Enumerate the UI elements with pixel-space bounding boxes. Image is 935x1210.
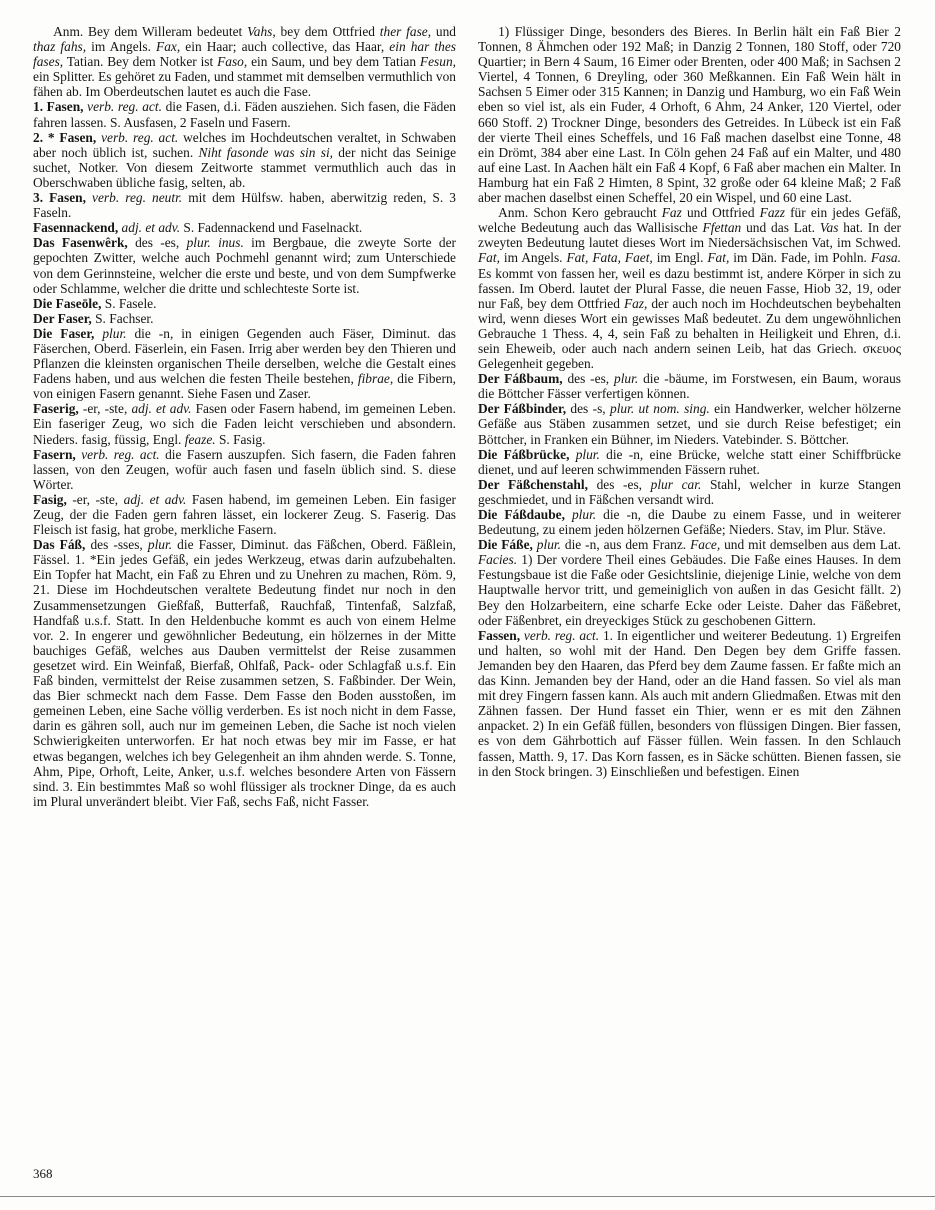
headword: Der Fäßchenstahl, bbox=[478, 476, 597, 492]
text-run: welches im Hochdeutschen veraltet, in Schwaben aber noch üblich ist, suchen. bbox=[33, 129, 457, 160]
dictionary-paragraph bbox=[478, 477, 901, 507]
text-run: des -s, bbox=[570, 401, 610, 417]
text-run: Niht fasonde was sin si, bbox=[198, 144, 334, 160]
text-run: Ffettan bbox=[702, 220, 742, 236]
text-run: Vas bbox=[819, 220, 839, 236]
text-run: ein Saum, und bey dem Tatian bbox=[247, 54, 420, 70]
text-run: der nicht das Seinige suchet, Notker. Von diesem Zeitworte stammet vermuthlich auch das in Oberschwaben übliche fasig, selten, ab. bbox=[33, 144, 457, 190]
text-run: S. Fadennackend und Faselnackt. bbox=[180, 220, 363, 236]
text-run: Es kommt von fassen her, weil es dazu bestimmt ist, andere Körper in sich zu fassen. Im Oberd. lautet der Plural Fasse, die neuen Fasse, Hiob 32, 19, oder nur Faß, bey dem Ottfried bbox=[478, 265, 901, 311]
dictionary-paragraph bbox=[33, 99, 456, 129]
text-run: S. Fachser. bbox=[95, 310, 154, 326]
text-run: plur. bbox=[575, 446, 600, 462]
text-run: Fesun, bbox=[419, 54, 456, 70]
text-run: verb. reg. act. bbox=[87, 99, 162, 115]
text-run: adj. et adv. bbox=[131, 401, 192, 417]
headword: Die Fáße, bbox=[478, 537, 537, 553]
text-run: hat. In der zweyten Bedeutung lautet dieses Wort im Niedersächsischen Vat, im Schwed. bbox=[478, 220, 901, 251]
text-run: 1. In eigentlicher und weiterer Bedeutung. 1) Ergreifen und halten, so wohl mit der Hand. Den Degen bey dem Griffe fassen. Jemanden bey den Haaren, das Pferd bey dem Zaume fassen. Er faßte mich an das Kinn. Jemanden bey der Hand, oder an die Hand fassen. So viel als man mit drey Fingern fassen kann. Als auch mit andern Gliedmaßen. Etwas mit den Zähnen fassen. Der Hund fasset ein Thier, wenn er es mit den Zähnen anpacket. 2) In ein Gefäß füllen, besonders von flüssigen Dingen. Bier fassen, es von dem Gährbottich auf Fässer füllen. Wein fassen. In den Schlauch fassen, Matth. 9, 17. Das Korn fassen, es in Säcke schütten. Bienen fassen, sie in den Stock bringen. 3) Einschließen und befestigen. Einen bbox=[478, 627, 901, 779]
text-run: plur. bbox=[102, 325, 127, 341]
dictionary-paragraph bbox=[478, 24, 901, 205]
page-footer bbox=[33, 1166, 53, 1182]
text-run: plur. bbox=[536, 537, 561, 553]
headword: Faserig, bbox=[33, 401, 83, 417]
text-run: plur. inus. bbox=[186, 235, 244, 251]
text-run: feaze. bbox=[184, 431, 216, 447]
dictionary-paragraph bbox=[33, 235, 456, 295]
text-run: im Angels. bbox=[499, 250, 567, 266]
headword: Die Fáßbrücke, bbox=[478, 446, 576, 462]
text-run: Facies. bbox=[478, 552, 518, 568]
text-run: ein Haar; auch collective, das Haar, bbox=[180, 39, 390, 55]
text-run: die Fasen, d.i. Fäden ausziehen. Sich fasen, die Fäden fahren lassen. S. Ausfasen, 2 Faseln und Fasern. bbox=[33, 99, 456, 130]
text-run: 1) Flüssiger Dinge, besonders des Bieres. In Berlin hält ein Faß Bier 2 Tonnen, 8 Ähmchen oder 192 Maß; in Danzig 2 Tonnen, 180 Stoff, oder 720 Quartier; in Bern 4 Saum, 16 Eimer oder Brenten, oder 400 Maß; in Sachsen 2 Viertel, 4 Tonnen, 6 Dreyling, oder 360 Meßkannen. Ein Faß Wein hält in Sachsen 5 Eimer oder 315 Kannen; in Danzig und Hamburg, wo ein Faß Wein eben so viel ist, als ein Fuder, 4 Orhoft, 6 Ahm, 24 Anker, 120 Viertel, oder 660 Stoff. 2) Trockner Dinge, besonders des Getreides. In Lübeck ist ein Faß der vierte Theil eines Scheffels, und 16 Faß machen daselbst eine Tonne, 48 ein Drömt, 384 aber eine Last. In Cöln gehen 24 Faß auf ein Malter, und 480 auf eine Last. In Aachen hält ein Faß 4 Kopf, 6 Faß aber machen ein Malter. In Hamburg hat ein Faß 2 Himten, 8 Spint, 32 große oder 64 kleine Maß; 2 Faß aber machen daselbst einen Scheffel, 20 ein Wispel, und 60 eine Last. bbox=[478, 24, 901, 206]
text-run: und das Lat. bbox=[741, 220, 820, 236]
text-run: und Ottfried bbox=[681, 205, 760, 221]
text-run: plur. ut nom. sing. bbox=[610, 401, 710, 417]
text-run: Fasa. bbox=[870, 250, 901, 266]
dictionary-paragraph bbox=[478, 205, 901, 371]
bottom-rule bbox=[0, 1196, 935, 1197]
text-run: S. Fasig. bbox=[215, 431, 266, 447]
text-run: mit dem Hülfsw. haben, aberwitzig reden, S. 3 Faseln. bbox=[33, 190, 456, 221]
text-run: die Fibern, von einigen Fasern genannt. Siehe Fasen und Zaser. bbox=[33, 371, 456, 402]
headword: Das Fasenwêrk, bbox=[33, 235, 136, 251]
text-run: 1) Der vordere Theil eines Gebäudes. Die Faße eines Hauses. In dem Festungsbaue ist die Faße oder Gesichtslinie, diejenige Linie, welche von dem Hauptwalle hervor tritt, und gemeiniglich von außen in das Gesicht fällt. 2) Bey den Holzarbeitern, eine scharfe Ecke oder Leiste. Daher das Fäßebret, oder Fäßenbret, ein dreyeckiges Stück zu geschobenen Gittern. bbox=[478, 552, 901, 628]
dictionary-paragraph bbox=[33, 130, 456, 190]
text-run: Tatian. Bey dem Notker ist bbox=[63, 54, 218, 70]
text-run: die -bäume, im Forstwesen, ein Baum, woraus die Böttcher Fässer verfertigen können. bbox=[478, 371, 901, 402]
left-column bbox=[33, 24, 456, 809]
headword: Fasig, bbox=[33, 491, 73, 507]
headword: Die Fáßdaube, bbox=[478, 507, 572, 522]
text-run: S. Fasele. bbox=[104, 295, 157, 311]
text-run: Anm. Schon Kero gebraucht bbox=[498, 205, 662, 221]
text-run: und bbox=[431, 24, 456, 39]
dictionary-paragraph bbox=[33, 296, 456, 311]
headword: Die Faser, bbox=[33, 325, 103, 341]
text-run: verb. reg. act. bbox=[523, 627, 600, 643]
text-run: Fat, bbox=[478, 250, 500, 266]
text-run: -er, -ste, bbox=[72, 491, 124, 507]
dictionary-paragraph bbox=[33, 24, 456, 99]
text-run: Vahs, bbox=[247, 24, 276, 39]
headword: Der Fáßbaum, bbox=[478, 371, 568, 387]
text-run: Fasen oder Fasern habend, im gemeinen Leben. Ein faseriger Zeug, wo sich die Faden leicht verschieben und absondern. Nieders. fasig, füssig, Engl. bbox=[33, 401, 456, 447]
dictionary-paragraph bbox=[33, 492, 456, 537]
text-run: die -n, in einigen Gegenden auch Fäser, Diminut. das Fäserchen, Oberd. Fäserlein, ein Fasen. Irrig aber werden bey den Thieren und Pflanzen die kleinsten organischen Theile derselben, welche die Gestalt eines Fadens haben, und aus welchen die festen Theile bestehen, bbox=[33, 325, 457, 387]
text-run: Fax, bbox=[156, 39, 181, 55]
text-run: die Fasern auszupfen. Sich fasern, die Faden fahren lassen, von den Zeugen, wofür auch fasen und faseln üblich sind. S. diese Wörter. bbox=[33, 446, 456, 492]
text-run: der auch noch im Hochdeutschen beybehalten wird, wenn dieses Wort ein gewisses Maß bedeutet. Zu dem ungewöhnlichen Gebrauche 1 Thess. 4, 4, sein Faß zu behalten in Heiligkeit und Ehren, d.i. sein Eheweib, oder auch nach andern seinen Leib, hat das Griech. σκευος Gelegenheit gegeben. bbox=[478, 295, 901, 372]
headword: 1. Fasen, bbox=[33, 99, 88, 115]
text-run: des -es, bbox=[596, 476, 651, 492]
text-run: des -es, bbox=[135, 235, 187, 251]
text-run: Fazz bbox=[759, 205, 785, 221]
dictionary-paragraph bbox=[33, 190, 456, 220]
text-run: plur. bbox=[571, 507, 597, 522]
text-run: verb. reg. act. bbox=[101, 129, 179, 145]
headword: 3. Fasen, bbox=[33, 190, 93, 206]
text-run: im Bergbaue, die zweyte Sorte der gepochten Zwitter, welche auch Pochmehl genannt wird; zum Unterschiede von dem Gerinnsteine, welcher die erste und beste, und von dem Sumpfwerke oder Schlamme, welcher die dritte und schlechteste Sorte ist. bbox=[33, 235, 457, 296]
headword: 2. * Fasen, bbox=[33, 129, 102, 145]
text-run: im Engl. bbox=[652, 250, 708, 266]
text-run: bey dem Ottfried bbox=[275, 24, 380, 39]
headword: Fasern, bbox=[33, 446, 82, 462]
text-run: Faso, bbox=[217, 54, 248, 70]
headword: Fasennackend, bbox=[33, 220, 122, 236]
text-run: ther fase, bbox=[379, 24, 432, 39]
text-columns bbox=[33, 24, 901, 809]
text-run: Face, bbox=[690, 537, 721, 553]
text-run: plur. bbox=[147, 537, 173, 553]
text-run: ein har thes fases, bbox=[33, 39, 456, 70]
text-run: ein Handwerker, welcher hölzerne Gefäße aus Stäben zusammen setzet, und sie durch Reise befestiget; ein Böttcher, in Franken ein Bühner, im Nieders. Vatebinder. S. Böttcher. bbox=[478, 401, 901, 447]
dictionary-paragraph bbox=[33, 311, 456, 326]
text-run: Faz, bbox=[623, 295, 648, 311]
text-run: plur car. bbox=[650, 476, 702, 492]
text-run: für ein jedes Gefäß, welche Bedeutung auch das Wallisische bbox=[478, 205, 901, 236]
text-run: adj. et adv. bbox=[121, 220, 181, 236]
dictionary-paragraph bbox=[33, 447, 456, 492]
text-run: Fat, Fata, Faet, bbox=[566, 250, 653, 266]
headword: Der Fáßbinder, bbox=[478, 401, 571, 417]
text-run: fibrae, bbox=[357, 371, 394, 387]
dictionary-paragraph bbox=[33, 326, 456, 401]
dictionary-paragraph bbox=[478, 537, 901, 628]
dictionary-paragraph bbox=[33, 537, 456, 809]
text-run: im Dän. Fade, im Pohln. bbox=[729, 250, 871, 266]
page-number: 368 bbox=[33, 1166, 53, 1181]
text-run: plur. bbox=[614, 371, 639, 387]
text-run: und mit demselben aus dem Lat. bbox=[720, 537, 901, 553]
dictionary-paragraph bbox=[478, 507, 901, 537]
text-run: ein Splitter. Es gehöret zu Faden, und stammet mit demselben vermuthlich von fähen ab. Im Oberdeutschen lautet es auch die Fase. bbox=[33, 69, 456, 100]
headword: Die Faseōle, bbox=[33, 295, 105, 311]
dictionary-paragraph bbox=[478, 371, 901, 401]
text-run: -er, -ste, bbox=[82, 401, 132, 417]
text-run: des -es, bbox=[567, 371, 615, 387]
text-run: thaz fahs, bbox=[33, 39, 87, 55]
dictionary-paragraph bbox=[33, 220, 456, 235]
text-run: Fasen habend, im gemeinen Leben. Ein fasiger Zeug, der die Faden gern fahren lässet, ein lockerer Zeug. S. Faserig. Das Fleisch ist fasig, hat grobe, merkliche Fasern. bbox=[33, 491, 456, 538]
right-column bbox=[478, 24, 901, 809]
text-run: Stahl, welcher in kurze Stangen geschmiedet, und in Fäßchen versandt wird. bbox=[478, 476, 901, 507]
dictionary-paragraph bbox=[478, 447, 901, 477]
headword: Der Faser, bbox=[33, 310, 96, 326]
headword: Das Fáß, bbox=[33, 537, 91, 553]
text-run: verb. reg. act. bbox=[81, 446, 160, 462]
dictionary-paragraph bbox=[478, 401, 901, 446]
text-run: Anm. Bey dem Willeram bedeutet bbox=[53, 24, 248, 39]
text-run: die -n, eine Brücke, welche statt einer Schiffbrücke dienet, und auf leeren schwimmenden Fässern ruhet. bbox=[478, 446, 901, 477]
text-run: Fat, bbox=[707, 250, 730, 266]
text-run: des -sses, bbox=[90, 537, 148, 553]
headword: Fassen, bbox=[478, 627, 524, 643]
text-run: im Angels. bbox=[86, 39, 157, 55]
dictionary-paragraph bbox=[33, 401, 456, 446]
text-run: die -n, aus dem Franz. bbox=[560, 537, 691, 553]
text-run: die -n, die Daube zu einem Fasse, und in weiterer Bedeutung, zu einem jeden hölzernen Gefäße; Nieders. Stav, im Plur. Stäve. bbox=[478, 507, 902, 538]
text-run: verb. reg. neutr. bbox=[92, 190, 183, 206]
text-run: adj. et adv. bbox=[123, 491, 187, 507]
dictionary-paragraph bbox=[478, 628, 901, 779]
text-run: die Fasser, Diminut. das Fäßchen, Oberd. Fäßlein, Fässel. 1. *Ein jedes Gefäß, ein jedes Werkzeug, etwas darin aufzubehalten. Ein Topfer hat Macht, ein Faß zu Ehren und zu Unehren zu machen, Röm. 9, 21. Diese im Hochdeutschen veraltete Bedeutung findet nur noch in den Zusammensetzungen Gießfaß, Butterfaß, Rauchfaß, Tintenfaß, Salzfaß, Handfaß u.s.f. Statt. In den Heldenbuche kommt es auch von einem Helme vor. 2. In engerer und gewöhnlicher Bedeutung, ein hölzernes in der Mitte bauchiges Gefäß, welches aus Dauben vermittelst der Reise zusammen gesetzet wird. Ein Weinfaß, Bierfaß, Ohlfaß, Pack- oder Schlagfaß u.s.f. Ein Faß binden, vermittelst der Reise zusammen setzen, S. Faßbinder. Der Wein, das Bier schmeckt nach dem Fasse. Dem Fasse den Boden ausstoßen, im gemeinen Leben, eine Sache völlig verderben. Es ist noch nicht in dem Fasse, darin es gähren soll, auch nur im gemeinen Leben, die Sache ist noch vielen Schwierigkeiten unterworfen. Er hat noch etwas bey mir im Fasse, er hat etwas begangen, welches ich bey Gelegenheit an ihm ahnden werde. S. Tonne, Ahm, Pipe, Orhoft, Leite, Anker, u.s.f. welches besondere Arten von Fässern sind. 3. Ein bestimmtes Maß so wohl flüssiger als trockner Dinge, da es auch im Plural unverändert bleibt. Vier Faß, sechs Faß, nicht Fasser. bbox=[33, 537, 456, 809]
text-run: Faz bbox=[661, 205, 682, 221]
